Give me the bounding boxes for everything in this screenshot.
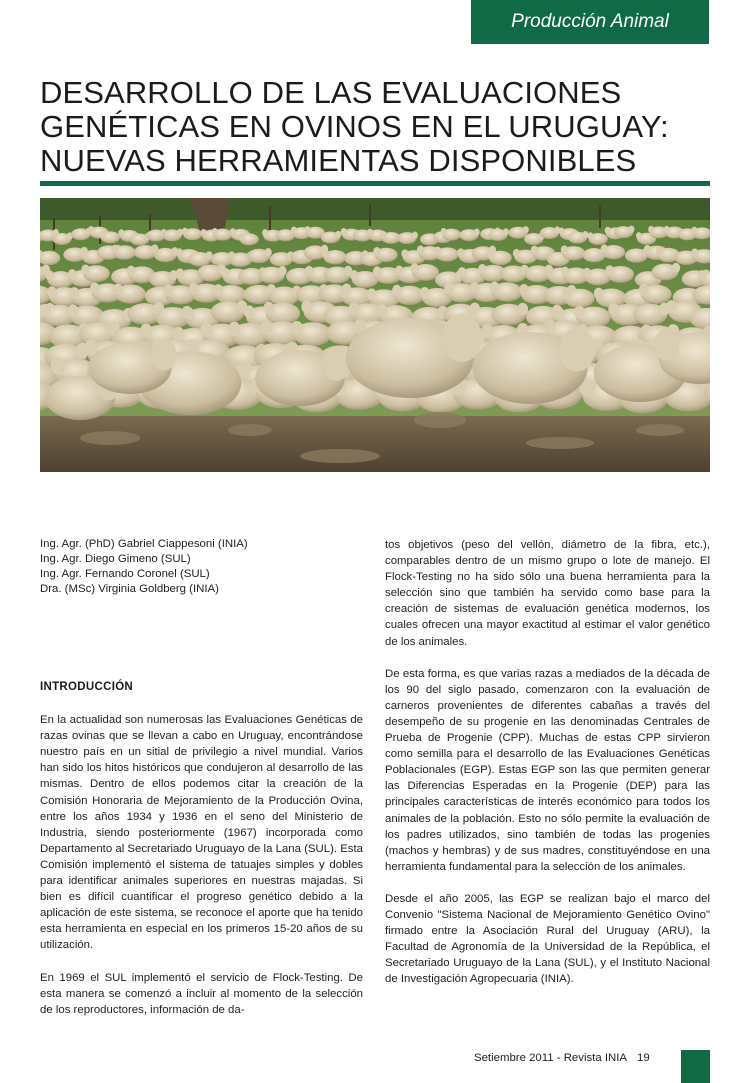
body-paragraph: En la actualidad son numerosas las Evaluaciones Genéticas de razas ovinas que se llevan a cabo en Uruguay, encontrándose nuestro país en un sitial de privilegio a nivel mundial. Varios han sido los hitos históricos que condujeron al desarrollo de las mismas. Dentro de ellos podemos citar la creación de la Comisión Honoraria de Mejoramiento de la Producción Ovina, entre los años 1934 y 1936 en el seno del Ministerio de Industria, siendo posteriormente (1967) incorporada como Departamento al Secretariado Uruguayo de la Lana (SUL). Esta Comisión implementó el sistema de tatuajes simples y dobles para identificar animales superiores en nuestras majadas. Si bien es difícil cuantificar el progreso genético debido a la aplicación de este sistema, se reconoce el aporte que ha tenido esta herramienta en especial en los primeros 15-20 años de su utilización. <box>40 714 363 952</box>
title-line: GENÉTICAS EN OVINOS EN EL URUGUAY: <box>40 109 669 144</box>
author-name: Ing. Agr. Fernando Coronel (SUL) <box>40 568 210 580</box>
title-line: NUEVAS HERRAMIENTAS DISPONIBLES <box>40 143 637 178</box>
body-paragraph: tos objetivos (peso del vellón, diámetro de la fibra, etc.), comparables dentro de un mismo grupo o lote de manejo. El Flock-Testing no ha sido sólo una buena herramienta para la selección sino que también ha servido como base para la creación de sistemas de evaluación genética modernos, los cuales ofrecen una mayor exactitud al estimar el valor genético de los animales. <box>385 539 710 648</box>
body-paragraph: De esta forma, es que varias razas a mediados de la década de los 90 del siglo pasado, comenzaron con la evaluación de carneros provenientes de diferentes cabañas a través del desempeño de su progenie en las denominadas Centrales de Prueba de Progenie (CPP). Muchas de estas CPP sirvieron como semilla para el desarrollo de las Evaluaciones Genéticas Poblacionales (EGP). Estas EGP son las que permiten generar las Diferencias Esperadas en la Progenie (DEP) para las principales características de interés económico para todos los animales de la población. Esto no sólo permite la evaluación de los padres utilizados, sino también de todas las progenies (machos y hembras) y de sus madres, constituyéndose en una herramienta fundamental para la selección de los animales. <box>385 667 710 873</box>
page-marker-box <box>681 1050 710 1083</box>
page-footer <box>474 1052 650 1064</box>
title-line: DESARROLLO DE LAS EVALUACIONES <box>40 75 622 110</box>
section-heading: INTRODUCCIÓN <box>40 681 134 693</box>
body-column-right <box>385 537 710 1003</box>
sheep-flock-photo <box>40 198 710 472</box>
body-paragraph: Desde el año 2005, las EGP se realizan bajo el marco del Convenio "Sistema Nacional de Mejoramiento Genético Ovino" firmado entre la Asociación Rural del Uruguay (ARU), la Facultad de Agronomía de la Universidad de la República, el Secretariado Uruguayo de la Lana (SUL), y el Instituto Nacional de Investigación Agropecuaria (INIA). <box>385 892 710 986</box>
body-column-left <box>40 679 363 1034</box>
author-name: Ing. Agr. (PhD) Gabriel Ciappesoni (INIA) <box>40 538 248 550</box>
issue-label: Setiembre 2011 - Revista INIA <box>474 1052 627 1064</box>
author-list <box>40 537 360 597</box>
title-divider <box>40 181 710 186</box>
author-name: Dra. (MSc) Virginia Goldberg (INIA) <box>40 583 219 595</box>
article-title <box>40 76 710 178</box>
section-tab: Producción Animal <box>471 0 709 44</box>
page-number: 19 <box>637 1052 650 1064</box>
body-paragraph: En 1969 el SUL implementó el servicio de Flock-Testing. De esta manera se comenzó a incluir al momento de la selección de los reproductores, información de da- <box>40 971 363 1016</box>
author-name: Ing. Agr. Diego Gimeno (SUL) <box>40 553 191 565</box>
